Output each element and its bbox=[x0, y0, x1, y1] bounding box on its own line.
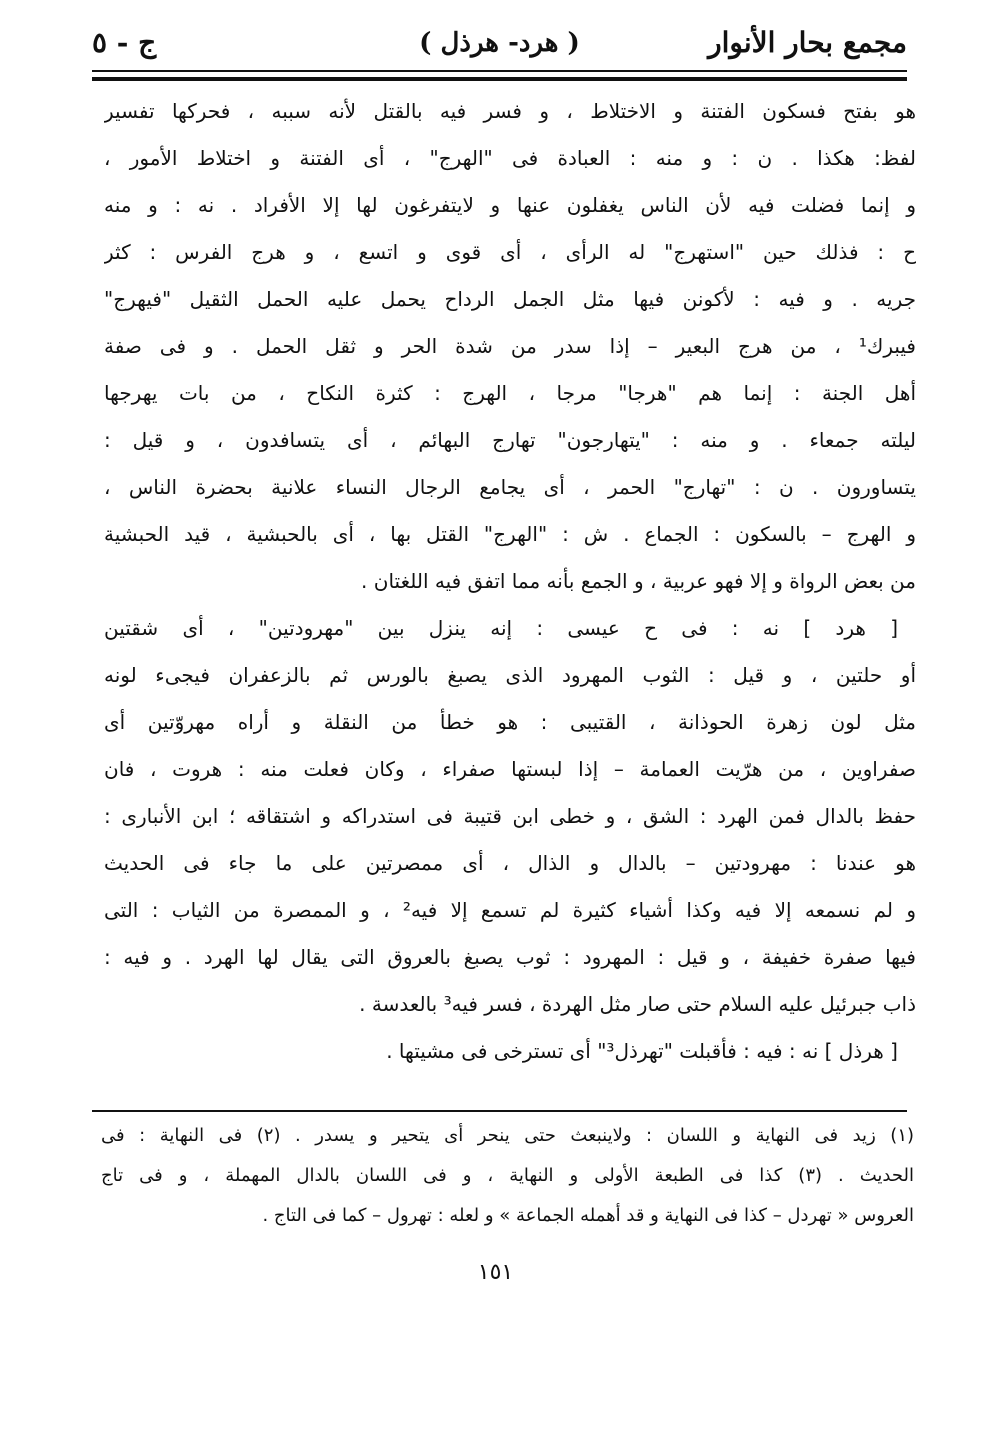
text-line: فيها صفرة خفيفة ، و قيل : المهرود : ثوب يصبغ بالعروق التى يقال لها الهرد . و فيه : bbox=[104, 945, 916, 969]
text-line: مثل لون زهرة الحوذانة ، القتيبى : هو خطأ من النقلة و أراه مهروّتين أى bbox=[104, 710, 916, 734]
footnotes-rule bbox=[92, 1110, 907, 1112]
entry-heading-line: [ هرذل ] نه : فيه : فأقبلت "تهرذل³" أى تسترخى فى مشيتها . bbox=[386, 1039, 898, 1063]
text-line: أهل الجنة : إنما هم "هرجا" مرجا ، الهرج : كثرة النكاح ، من بات يهرجها bbox=[104, 381, 916, 405]
header-rule-thick bbox=[92, 77, 907, 81]
footnote-line: (١) زيد فى النهاية و اللسان : ولاينبعث حتى ينحر أى يتحير و يسدر . (٢) فى النهاية : فى bbox=[101, 1125, 914, 1146]
text-line: ذاب جبرئيل عليه السلام حتى صار مثل الهردة ، فسر فيه³ بالعدسة . bbox=[359, 992, 916, 1016]
footnote-line: الحديث . (٣) كذا فى الطبعة الأولى و النهاية ، و فى اللسان بالدال المهملة ، و فى تاج bbox=[101, 1165, 914, 1186]
text-line: لفظ: هكذا . ن : و منه : العبادة فى "الهرج" ، أى الفتنة و اختلاط الأمور ، bbox=[104, 146, 916, 170]
text-line: من بعض الرواة و إلا فهو عربية ، و الجمع بأنه مما اتفق فيه اللغتان . bbox=[361, 569, 916, 593]
text-line: فيبرك¹ ، من هرج البعير – إذا سدر من شدة الحر و ثقل الحمل . و فى صفة bbox=[104, 334, 916, 358]
text-line: و الهرج – بالسكون : الجماع . ش : "الهرج" القتل بها ، أى بالحبشية ، قيد الحبشية bbox=[104, 522, 916, 546]
header-rule bbox=[92, 70, 907, 72]
volume-label: ج - ٥ bbox=[92, 26, 157, 59]
text-line: يتساورون . ن : "تهارج" الحمر ، أى يجامع الرجال النساء علانية بحضرة الناس ، bbox=[104, 475, 916, 499]
text-line: ليلته جمعاء . و منه : "يتهارجون" تهارج البهائم ، أى يتسافدون ، و قيل : bbox=[104, 428, 916, 452]
text-line: و إنما فضلت فيه لأن الناس يغفلون عنها و لايتفرغون لها إلا الأفراد . نه : و منه bbox=[104, 193, 916, 217]
book-title: مجمع بحار الأنوار bbox=[708, 26, 907, 59]
text-line: أو حلتين ، و قيل : الثوب المهرود الذى يصبغ بالورس ثم بالزعفران فيجىء لونه bbox=[104, 663, 916, 687]
text-line: حفظ بالدال فمن الهرد : الشق ، و خطى ابن قتيبة فى استدراكه و اشتقاقه ؛ ابن الأنبارى : bbox=[104, 804, 916, 828]
text-line: و لم نسمعه إلا فيه وكذا أشياء كثيرة لم تسمع إلا فيه² ، و الممصرة من الثياب : التى bbox=[104, 898, 916, 922]
footnotes bbox=[101, 1116, 914, 1236]
text-line: صفراوين ، من هرّيت العمامة – إذا لبستها صفراء ، وكان فعلت منه : هروت ، فان bbox=[104, 757, 916, 781]
text-line: ح : فذلك حين "استهرج" له الرأى ، أى قوى و اتسع ، و هرج الفرس : كثر bbox=[104, 240, 916, 264]
page-number: ١٥١ bbox=[477, 1260, 514, 1285]
entry-range: ( هرد- هرذل ) bbox=[419, 28, 580, 58]
text-line: جريه . و فيه : لأكونن فيها مثل الجمل الرداح يحمل عليه الحمل الثقيل "فيهرج" bbox=[104, 287, 916, 311]
main-text bbox=[104, 88, 916, 1075]
text-line: هو بفتح فسكون الفتنة و الاختلاط ، و فسر فيه بالقتل لأنه سببه ، فحركها تفسير bbox=[104, 99, 916, 123]
footnote-line: العروس « تهردل – كذا فى النهاية و قد أهمله الجماعة » و لعله : تهرول – كما فى التاج . bbox=[262, 1205, 914, 1226]
page-header bbox=[92, 20, 907, 66]
entry-heading-line: [ هرد ] نه : فى ح عيسى : إنه ينزل بين "مهرودتين" ، أى شقتين bbox=[104, 616, 898, 640]
text-line: هو عندنا : مهرودتين – بالدال و الذال ، أى ممصرتين على ما جاء فى الحديث bbox=[104, 851, 916, 875]
